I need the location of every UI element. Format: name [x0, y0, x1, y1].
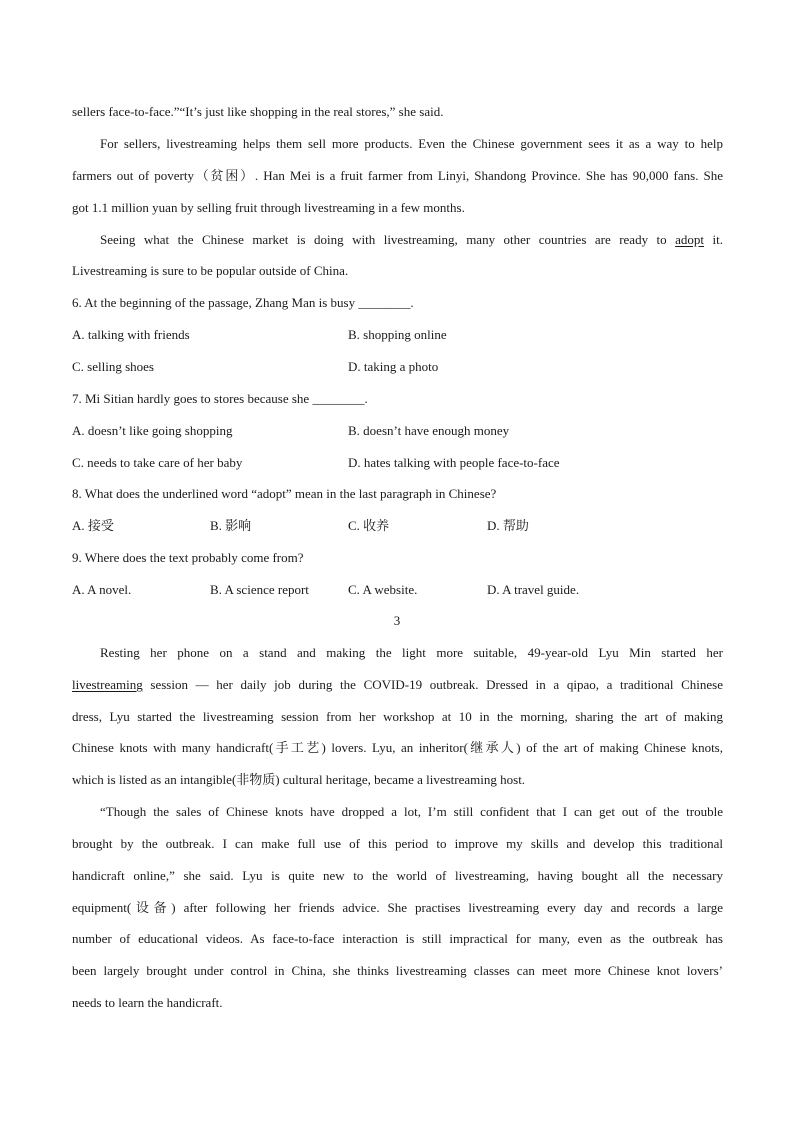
- option-c: C. selling shoes: [72, 359, 154, 374]
- underlined-word-livestreaming: livestreaming: [72, 677, 143, 692]
- option-c: C. 收养: [348, 518, 390, 533]
- section-number: 3: [393, 613, 401, 628]
- option-b: B. shopping online: [348, 327, 447, 342]
- paragraph-line: Livestreaming is sure to be popular outside of China.: [72, 263, 349, 278]
- paragraph-line: needs to learn the handicraft.: [72, 995, 223, 1010]
- option-d: D. hates talking with people face-to-face: [348, 455, 560, 470]
- paragraph-line: number of educational videos. As face-to-face interaction is still impractical for many, even as the outbreak has: [72, 931, 723, 946]
- option-d: D. A travel guide.: [487, 582, 580, 597]
- paragraph-line: [72, 677, 723, 693]
- option-d: D. taking a photo: [348, 359, 439, 374]
- option-c: C. A website.: [348, 582, 418, 597]
- question-stem: 8. What does the underlined word “adopt” mean in the last paragraph in Chinese?: [72, 486, 497, 501]
- option-a: A. A novel.: [72, 582, 132, 597]
- paragraph-line: [100, 232, 723, 248]
- paragraph-line: dress, Lyu started the livestreaming session from her workshop at 10 in the morning, sharing the art of making: [72, 709, 723, 724]
- paragraph-line: brought by the outbreak. I can make full use of this period to improve my skills and develop this traditional: [72, 836, 723, 851]
- option-c: C. needs to take care of her baby: [72, 455, 243, 470]
- text-fragment: session — her daily job during the COVID-19 outbreak. Dressed in a qipao, a traditional Chinese: [150, 677, 724, 692]
- paragraph-line: got 1.1 million yuan by selling fruit through livestreaming in a few months.: [72, 200, 465, 215]
- paragraph-line: which is listed as an intangible(非物质) cultural heritage, became a livestreaming host.: [72, 772, 526, 787]
- option-b: B. 影响: [210, 518, 252, 533]
- paragraph-line: sellers face-to-face.”“It’s just like shopping in the real stores,” she said.: [72, 104, 444, 119]
- paragraph-line: farmers out of poverty（贫困）. Han Mei is a fruit farmer from Linyi, Shandong Province. She has 90,000 fans. She: [72, 168, 723, 183]
- option-b: B. doesn’t have enough money: [348, 423, 510, 438]
- text-fragment: Seeing what the Chinese market is doing with livestreaming, many other countries are ready to: [100, 232, 667, 247]
- question-stem: 9. Where does the text probably come from?: [72, 550, 304, 565]
- paragraph-line: Resting her phone on a stand and making the light more suitable, 49-year-old Lyu Min started her: [100, 645, 723, 660]
- question-stem: 7. Mi Sitian hardly goes to stores because she ________.: [72, 391, 368, 406]
- paragraph-line: equipment(设备) after following her friends advice. She practises livestreaming every day and records a large: [72, 900, 723, 915]
- question-stem: 6. At the beginning of the passage, Zhang Man is busy ________.: [72, 295, 414, 310]
- option-b: B. A science report: [210, 582, 309, 597]
- paragraph-line: been largely brought under control in China, she thinks livestreaming classes can meet more Chinese knot lovers’: [72, 963, 723, 978]
- paragraph-line: For sellers, livestreaming helps them sell more products. Even the Chinese government sees it as a way to help: [100, 136, 723, 151]
- text-fragment: it.: [712, 232, 724, 247]
- paragraph-line: Chinese knots with many handicraft(手工艺) lovers. Lyu, an inheritor(继承人) of the art of making Chinese knots,: [72, 740, 723, 755]
- option-a: A. 接受: [72, 518, 114, 533]
- option-a: A. doesn’t like going shopping: [72, 423, 233, 438]
- paragraph-line: “Though the sales of Chinese knots have dropped a lot, I’m still confident that I can get out of the trouble: [100, 804, 723, 819]
- paragraph-line: handicraft online,” she said. Lyu is quite new to the world of livestreaming, having bought all the necessary: [72, 868, 723, 883]
- option-d: D. 帮助: [487, 518, 529, 533]
- underlined-word-adopt: adopt: [675, 232, 705, 247]
- option-a: A. talking with friends: [72, 327, 190, 342]
